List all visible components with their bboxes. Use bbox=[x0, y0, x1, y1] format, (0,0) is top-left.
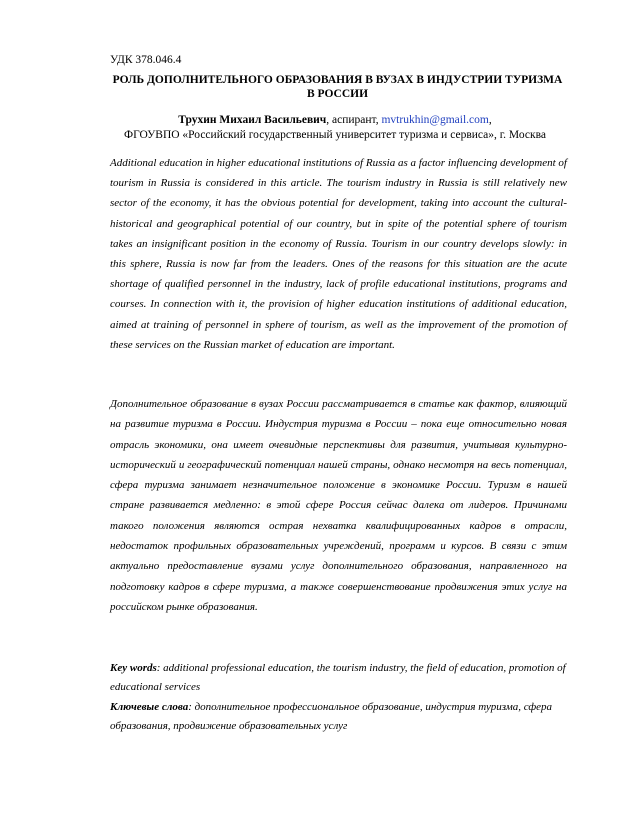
keywords-russian-label: Ключевые слова bbox=[110, 701, 189, 713]
keywords-english bbox=[110, 659, 567, 697]
author-affiliation: ФГОУВПО «Российский государственный университет туризма и сервиса», г. Москва bbox=[124, 129, 546, 141]
author-email-link[interactable]: mvtrukhin@gmail.com bbox=[381, 114, 489, 126]
keywords-russian bbox=[110, 698, 567, 736]
abstract-english: Additional education in higher educational institutions of Russia as a factor influencing development of tourism in Russia is considered in this article. The tourism industry in Russia is still relatively new sector of the economy, it has the obvious potential for development, taking into account the cultural-historical and geographical potential of our country, but in spite of the potential sphere of tourism takes an insignificant position in the economy of Russia. Tourism in our country develops slowly: in this sphere, Russia is now far from the leaders. Ones of the reasons for this situation are the acute shortage of qualified personnel in the industry, lack of profile educational institutions, programs and courses. In connection with it, the provision of higher education institutions of additional education, aimed at training of personnel in sphere of tourism, as well as the improvement of the promotion of these services on the Russian market of education are important. bbox=[110, 157, 567, 351]
author-sep: , bbox=[488, 114, 492, 126]
author-block bbox=[100, 113, 570, 143]
abstract-russian: Дополнительное образование в вузах России рассматривается в статье как фактор, влияющий на развитие туризма в России. Индустрия туризма в России – пока еще относительно новая отрасль экономики, она имеет очевидные перспективы для развития, учитывая культурно-исторический и географический потенциал нашей страны, однако несмотря на весь потенциал, сфера туризма занимает незначительное положение в экономике России. Туризм в нашей стране развивается медленно: в этой сфере Россия сейчас далека от лидеров. Причинами такого положения являются острая нехватка квалифицированных кадров в отрасли, недостаток профильных образовательных учреждений, программ и курсов. В связи с этим актуально предоставление вузами услуг дополнительного образования, направленного на подготовку кадров в сфере туризма, а также совершенствование продвижения этих услуг на российском рынке образования. bbox=[110, 398, 567, 613]
author-role: , аспирант, bbox=[326, 114, 382, 126]
keywords-russian-text: : дополнительное профессиональное образование, индустрия туризма, сфера образования, продвижение образовательных услуг bbox=[110, 701, 553, 732]
article-title: РОЛЬ ДОПОЛНИТЕЛЬНОГО ОБРАЗОВАНИЯ В ВУЗАХ В ИНДУСТРИИ ТУРИЗМА В РОССИИ bbox=[112, 74, 563, 100]
udk-code: УДК 378.046.4 bbox=[110, 54, 182, 66]
author-name: Трухин Михаил Васильевич bbox=[178, 114, 327, 126]
keywords-english-text: : additional professional education, the tourism industry, the field of education, promotion of educational services bbox=[110, 662, 566, 693]
keywords-english-label: Key words bbox=[110, 662, 157, 674]
